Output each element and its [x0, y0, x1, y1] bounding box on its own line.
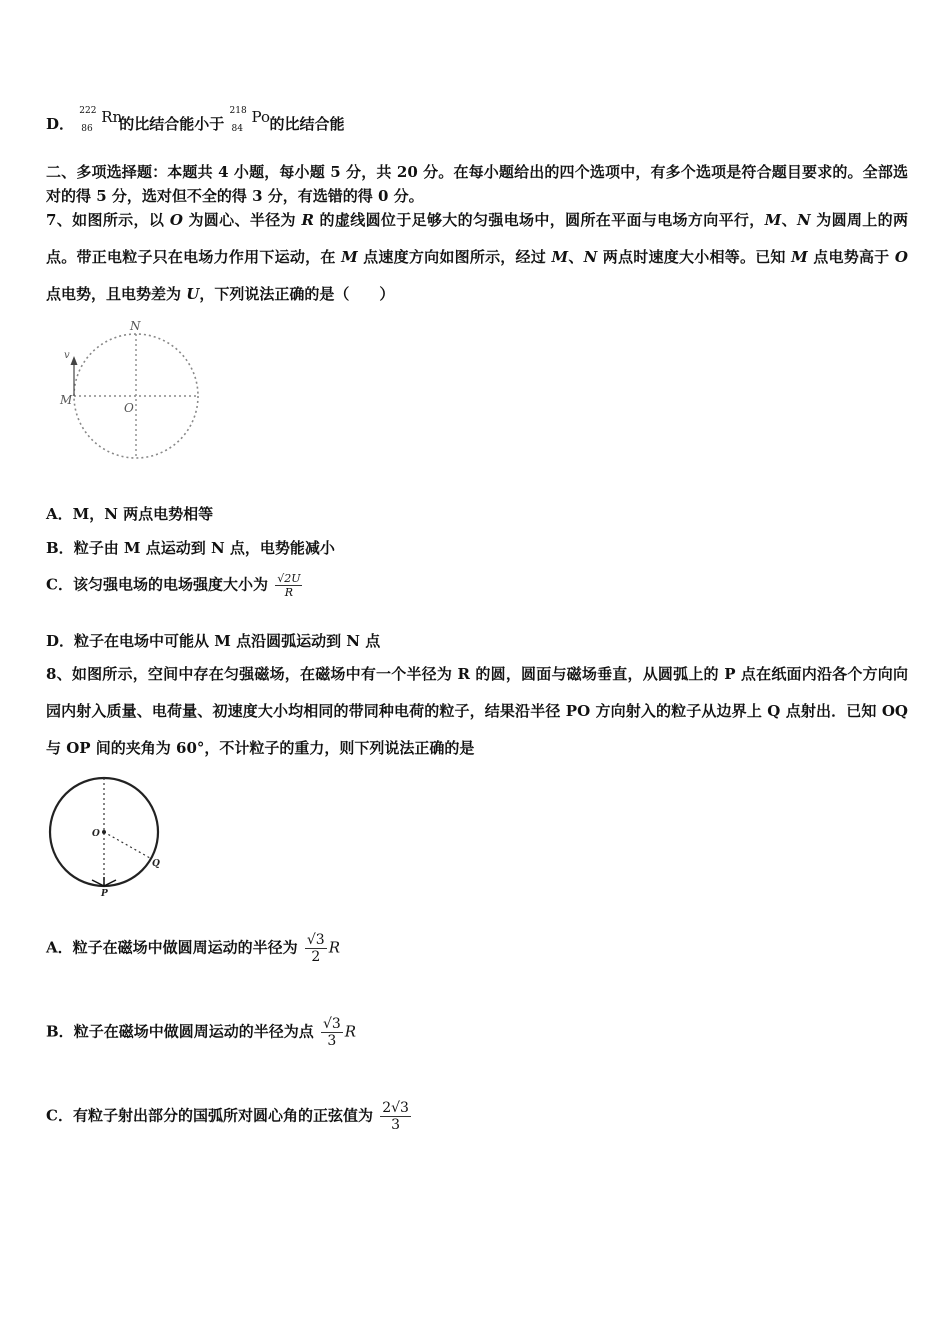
mass-number: 218	[229, 106, 247, 116]
q7-option-d[interactable]	[46, 630, 380, 651]
q6-option-d	[46, 106, 345, 138]
stem-var: M	[341, 248, 358, 266]
nuclide-po	[229, 106, 271, 138]
stem-var: M	[791, 248, 808, 266]
stem-var: N	[796, 211, 811, 229]
option-text: M，N 两点电势相等	[72, 505, 214, 523]
option-text: 的比结合能	[269, 115, 345, 133]
element-symbol: Rn	[101, 108, 123, 126]
stem-var: M	[764, 211, 782, 229]
denominator: 3	[327, 1033, 337, 1049]
denominator: R	[284, 586, 293, 599]
numerator: √2U	[277, 572, 301, 585]
option-text: 粒子在电场中可能从 M 点沿圆弧运动到 N 点	[74, 632, 381, 650]
q7-stem	[46, 202, 908, 313]
stem-var: O	[169, 211, 183, 229]
label-m: M	[60, 393, 73, 407]
nuclide-rn	[79, 106, 123, 138]
option-text: 粒子在磁场中做圆周运动的半径为点	[73, 1022, 314, 1041]
q7-option-c[interactable]	[46, 572, 304, 599]
fraction	[305, 932, 327, 965]
option-label: D．	[46, 115, 75, 133]
question-number: 8、	[46, 665, 72, 683]
option-label: B．	[46, 539, 74, 557]
fraction	[275, 572, 302, 599]
q7-figure	[58, 318, 208, 466]
atomic-number: 84	[231, 124, 243, 134]
stem-text: 点速度方向如图所示，经过	[357, 248, 552, 266]
stem-var: M	[551, 248, 569, 266]
stem-text: 点电势，且电势差为	[46, 285, 187, 303]
stem-text: 如图所示，空间中存在匀强磁场，在磁场中有一个半径为 R 的圆，圆面与磁场垂直，从圆弧上的 P 点在纸面内沿各个方向向园内射入质量、电荷量、初速度大小均相同的带同种电荷的粒子，结果沿半径 PO 方向射入的粒子从边界上 Q 点射出．已知 OQ 与 OP 间的夹角为 60°，不计粒子的重力，则下列说法正确的是	[46, 665, 909, 757]
option-text: 该匀强电场的电场强度大小为	[72, 575, 268, 594]
center-dot	[102, 830, 106, 834]
q8-option-c[interactable]	[46, 1100, 413, 1133]
question-number: 7、	[46, 211, 73, 229]
q8-stem	[46, 656, 908, 767]
option-text: 粒子在磁场中做圆周运动的半径为	[72, 938, 298, 957]
label-q: Q	[152, 859, 160, 869]
mass-number: 222	[79, 106, 97, 116]
radius-symbol: R	[344, 1022, 357, 1041]
option-text: 的比结合能小于	[119, 115, 225, 133]
stem-var: R	[301, 211, 314, 229]
label-p: P	[101, 889, 108, 898]
stem-var: N	[583, 248, 598, 266]
section-heading: 二、多项选择题：本题共 4 小题，每小题 5 分，共 20 分。在每小题给出的四个选项中，有多个选项是符合题目要求的。全部选对的得 5 分，选对但不全的得 3 分，有选错的得 0 分。	[46, 163, 908, 205]
fraction	[380, 1100, 411, 1133]
option-label: C．	[46, 1106, 73, 1125]
stem-text: 、	[568, 248, 584, 266]
radius-oq	[104, 832, 150, 858]
stem-text: 、	[781, 211, 797, 229]
stem-text: 的虚线圆位于足够大的匀强电场中，圆所在平面与电场方向平行，	[313, 211, 765, 229]
velocity-arrowhead	[71, 356, 78, 365]
atomic-number: 86	[81, 124, 93, 134]
stem-text: 如图所示，以	[72, 211, 170, 229]
denominator: 3	[391, 1117, 401, 1133]
label-o: O	[92, 829, 100, 839]
numerator: √3	[306, 932, 325, 948]
numerator: √3	[322, 1016, 341, 1032]
stem-var: U	[186, 285, 200, 303]
radius-symbol: R	[328, 938, 341, 957]
label-v: v	[64, 350, 70, 361]
option-text: 粒子由 M 点运动到 N 点，电势能减小	[73, 539, 335, 557]
stem-text: 两点时速度大小相等。已知	[597, 248, 792, 266]
label-n: N	[130, 319, 141, 333]
option-label: B．	[46, 1022, 74, 1041]
numerator: 2√3	[382, 1100, 409, 1116]
element-symbol: Po	[251, 108, 271, 126]
option-label: A．	[46, 938, 73, 957]
denominator: 2	[311, 949, 321, 965]
option-label: D．	[46, 632, 75, 650]
option-label: C．	[46, 575, 73, 594]
fraction	[321, 1016, 343, 1049]
stem-text: ，下列说法正确的是（ ）	[199, 285, 395, 303]
stem-text: 为圆心、半径为	[182, 211, 302, 229]
stem-text: 点电势高于	[807, 248, 895, 266]
q8-option-b[interactable]	[46, 1016, 356, 1049]
stem-var: O	[894, 248, 908, 266]
option-text: 有粒子射出部分的国弧所对圆心角的正弦值为	[72, 1106, 373, 1125]
label-o: O	[124, 401, 134, 415]
stem-text: 为圆周上的两点。带正电粒子只在电场力作用下运动，在	[46, 211, 908, 266]
q7-option-a[interactable]	[46, 503, 213, 524]
q8-figure	[46, 774, 168, 898]
q7-option-b[interactable]	[46, 537, 335, 558]
q8-option-a[interactable]	[46, 932, 340, 965]
option-label: A．	[46, 505, 73, 523]
